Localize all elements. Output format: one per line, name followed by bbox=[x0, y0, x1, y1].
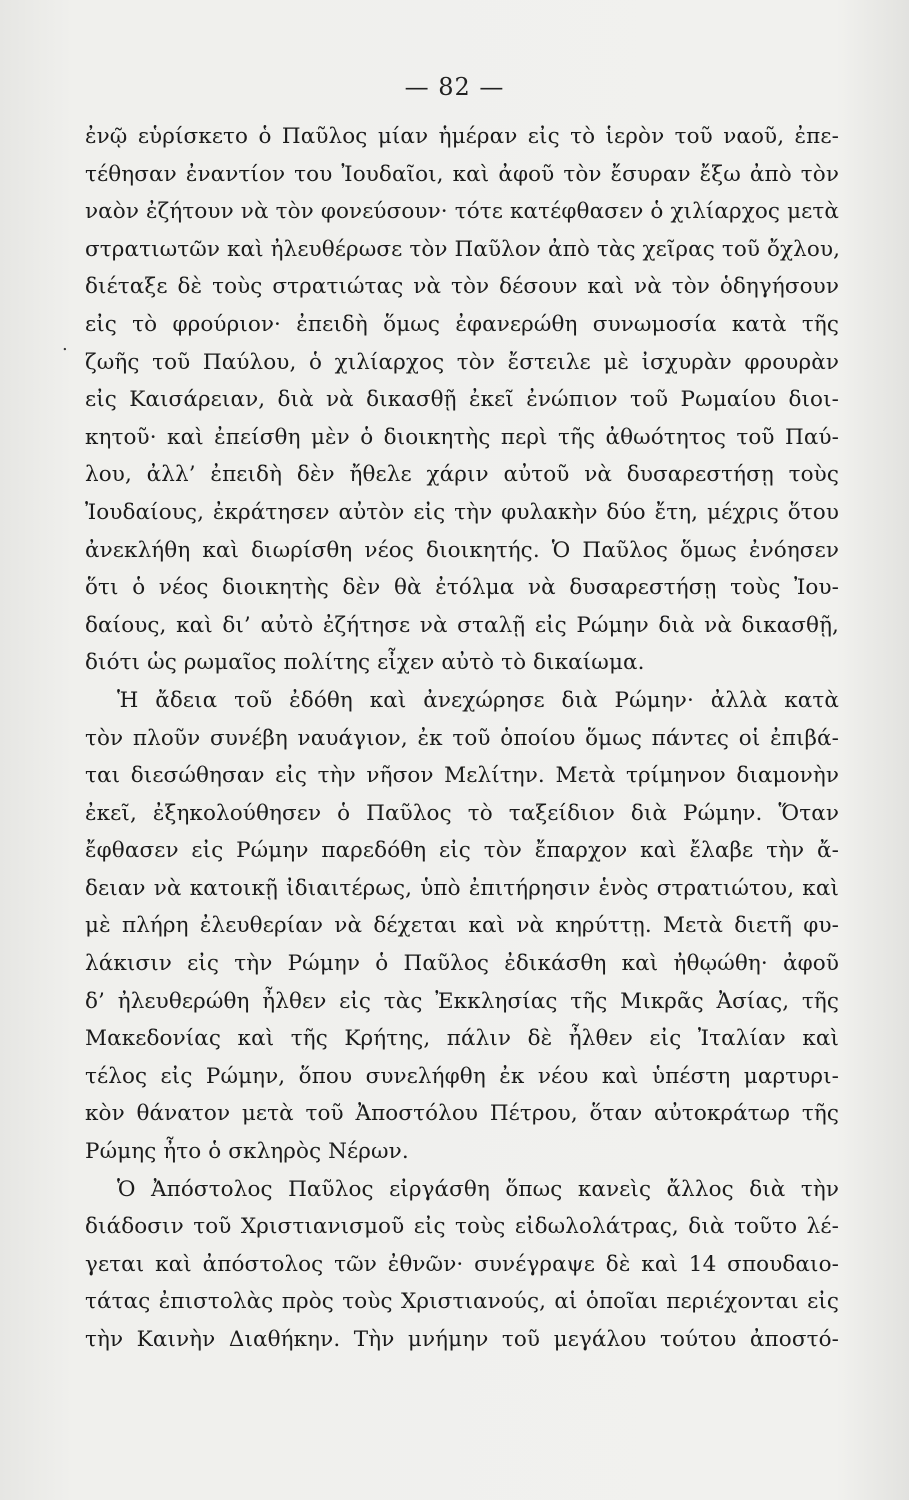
text-line: κητοῦ· καὶ ἐπείσθη μὲν ὁ διοικητὴς περὶ τῆς ἀθωότητος τοῦ Παύ- bbox=[85, 424, 839, 450]
text-line: ἐκεῖ, ἐξηκολούθησεν ὁ Παῦλος τὸ ταξείδιον διὰ Ρώμην. Ὅταν bbox=[85, 800, 839, 826]
text-line: ζωῆς τοῦ Παύλου, ὁ χιλίαρχος τὸν ἔστειλε μὲ ἰσχυρὰν φρουρὰν bbox=[85, 349, 839, 375]
text-line: τέθησαν ἐναντίον του Ἰουδαῖοι, καὶ ἀφοῦ τὸν ἔσυραν ἔξω ἀπὸ τὸν bbox=[85, 161, 839, 187]
text-line: τέλος εἰς Ρώμην, ὅπου συνελήφθη ἐκ νέου καὶ ὑπέστη μαρτυρι- bbox=[85, 1063, 839, 1089]
text-line: Ὁ Ἀπόστολος Παῦλος εἰργάσθη ὅπως κανεὶς ἄλλος διὰ τὴν bbox=[117, 1176, 839, 1202]
text-line: τάτας ἐπιστολὰς πρὸς τοὺς Χριστιανούς, αἱ ὁποῖαι περιέχονται εἰς bbox=[85, 1289, 839, 1315]
text-line: λου, ἀλλ’ ἐπειδὴ δὲν ἤθελε χάριν αὐτοῦ νὰ δυσαρεστήσῃ τοὺς bbox=[85, 462, 839, 488]
text-line: τὴν Καινὴν Διαθήκην. Τὴν μνήμην τοῦ μεγάλου τούτου ἀποστό- bbox=[85, 1327, 839, 1352]
text-line: γεται καὶ ἀπόστολος τῶν ἐθνῶν· συνέγραψε δὲ καὶ 14 σπουδαιο- bbox=[85, 1251, 839, 1277]
page-number: — 82 — bbox=[404, 73, 505, 101]
text-line: διάδοσιν τοῦ Χριστιανισμοῦ εἰς τοὺς εἰδωλολάτρας, διὰ τοῦτο λέ- bbox=[85, 1214, 839, 1240]
text-line: Ἰουδαίους, ἐκράτησεν αὐτὸν εἰς τὴν φυλακὴν δύο ἔτη, μέχρις ὅτου bbox=[85, 499, 839, 525]
text-line: Μακεδονίας καὶ τῆς Κρήτης, πάλιν δὲ ἦλθεν εἰς Ἰταλίαν καὶ bbox=[85, 1026, 839, 1052]
text-line: δ’ ἠλευθερώθη ἦλθεν εἰς τὰς Ἐκκλησίας τῆς Μικρᾶς Ἀσίας, τῆς bbox=[85, 988, 839, 1014]
text-line: στρατιωτῶν καὶ ἠλευθέρωσε τὸν Παῦλον ἀπὸ τὰς χεῖρας τοῦ ὄχλου, bbox=[85, 236, 841, 262]
text-line: ὅτι ὁ νέος διοικητὴς δὲν θὰ ἐτόλμα νὰ δυσαρεστήσῃ τοὺς Ἰου- bbox=[85, 575, 839, 601]
text-line: δαίους, καὶ δι’ αὐτὸ ἐζήτησε νὰ σταλῇ εἰς Ρώμην διὰ νὰ δικασθῇ, bbox=[85, 612, 839, 638]
text-line: μὲ πλήρη ἐλευθερίαν νὰ δέχεται καὶ νὰ κηρύττῃ. Μετὰ διετῆ φυ- bbox=[85, 913, 839, 939]
margin-dot: . bbox=[62, 334, 68, 355]
text-line: ἐνῷ εὑρίσκετο ὁ Παῦλος μίαν ἡμέραν εἰς τὸ ἱερὸν τοῦ ναοῦ, ἐπε- bbox=[85, 124, 839, 149]
text-line: ται διεσώθησαν εἰς τὴν νῆσον Μελίτην. Μετὰ τρίμηνον διαμονὴν bbox=[85, 763, 839, 789]
text-line: Ρώμης ἦτο ὁ σκληρὸς Νέρων. bbox=[85, 1139, 409, 1165]
body-text bbox=[85, 118, 839, 1359]
text-line: κὸν θάνατον μετὰ τοῦ Ἀποστόλου Πέτρου, ὅταν αὐτοκράτωρ τῆς bbox=[85, 1101, 839, 1127]
text-line: δειαν νὰ κατοικῇ ἰδιαιτέρως, ὑπὸ ἐπιτήρησιν ἑνὸς στρατιώτου, καὶ bbox=[85, 875, 839, 901]
text-line: εἰς Καισάρειαν, διὰ νὰ δικασθῇ ἐκεῖ ἐνώπιον τοῦ Ρωμαίου διοι- bbox=[85, 387, 839, 413]
text-line: Ἡ ἄδεια τοῦ ἐδόθη καὶ ἀνεχώρησε διὰ Ρώμην· ἀλλὰ κατὰ bbox=[117, 687, 839, 713]
text-line: ἔφθασεν εἰς Ρώμην παρεδόθη εἰς τὸν ἔπαρχον καὶ ἔλαβε τὴν ἄ- bbox=[85, 838, 839, 864]
text-line: εἰς τὸ φρούριον· ἐπειδὴ ὅμως ἐφανερώθη συνωμοσία κατὰ τῆς bbox=[85, 311, 839, 337]
text-line: διότι ὡς ρωμαῖος πολίτης εἶχεν αὐτὸ τὸ δικαίωμα. bbox=[85, 650, 645, 676]
text-line: διέταξε δὲ τοὺς στρατιώτας νὰ τὸν δέσουν καὶ νὰ τὸν ὁδηγήσουν bbox=[85, 274, 839, 300]
text-line: ἀνεκλήθη καὶ διωρίσθη νέος διοικητής. Ὁ Παῦλος ὅμως ἐνόησεν bbox=[85, 537, 839, 563]
text-line: ναὸν ἐζήτουν νὰ τὸν φονεύσουν· τότε κατέφθασεν ὁ χιλίαρχος μετὰ bbox=[85, 199, 839, 225]
text-line: τὸν πλοῦν συνέβη ναυάγιον, ἐκ τοῦ ὁποίου ὅμως πάντες οἱ ἐπιβά- bbox=[85, 725, 839, 751]
text-line: λάκισιν εἰς τὴν Ρώμην ὁ Παῦλος ἐδικάσθη καὶ ἠθῳώθη· ἀφοῦ bbox=[85, 951, 839, 977]
